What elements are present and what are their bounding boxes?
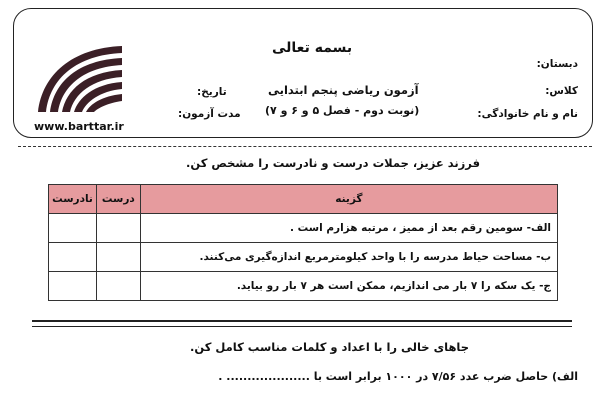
incorrect-answer-cell[interactable] [49,214,97,243]
correct-answer-cell[interactable] [96,214,140,243]
true-false-table [48,184,558,301]
section-divider [32,320,572,322]
header-correct: درست [96,185,140,214]
incorrect-answer-cell[interactable] [49,272,97,301]
correct-answer-cell[interactable] [96,272,140,301]
table-row [49,243,558,272]
header-option: گزینه [140,185,557,214]
exam-subtitle: (نوبت دوم - فصل ۵ و ۶ و ۷) [265,104,420,117]
website-url[interactable]: www.barttar.ir [34,120,124,133]
table-row [49,272,558,301]
correct-answer-cell[interactable] [96,243,140,272]
class-label: کلاس: [545,85,578,97]
barttar-logo-icon [32,40,124,114]
name-label: نام و نام خانوادگی: [477,108,578,120]
section-divider-thin [32,326,572,327]
date-label: تاریخ: [197,86,227,98]
section1-instruction: فرزند عزیز، جملات درست و نادرست را مشخص کن. [186,156,480,170]
exam-title: آزمون ریاضی پنجم ابتدایی [268,83,419,97]
basmala: بسمه تعالی [272,40,353,56]
table-row [49,214,558,243]
statement-text: ج- یک سکه را ۷ بار می اندازیم، ممکن است هر ۷ بار رو بیاید. [140,272,557,301]
fill-blank-question: الف) حاصل ضرب عدد ۷/۵۶ در ۱۰۰۰ برابر است با .................... . [218,370,578,383]
incorrect-answer-cell[interactable] [49,243,97,272]
table-header-row [49,185,558,214]
duration-label: مدت آزمون: [178,108,241,120]
section2-instruction: جاهای خالی را با اعداد و کلمات مناسب کامل کن. [190,340,470,354]
statement-text: الف- سومین رقم بعد از ممیز ، مرتبه هزارم است . [140,214,557,243]
dashed-divider [18,146,592,147]
header-incorrect: نادرست [49,185,97,214]
statement-text: ب- مساحت حیاط مدرسه را با واحد کیلومترمربع اندازه‌گیری می‌کنند. [140,243,557,272]
school-label: دبستان: [536,58,578,70]
